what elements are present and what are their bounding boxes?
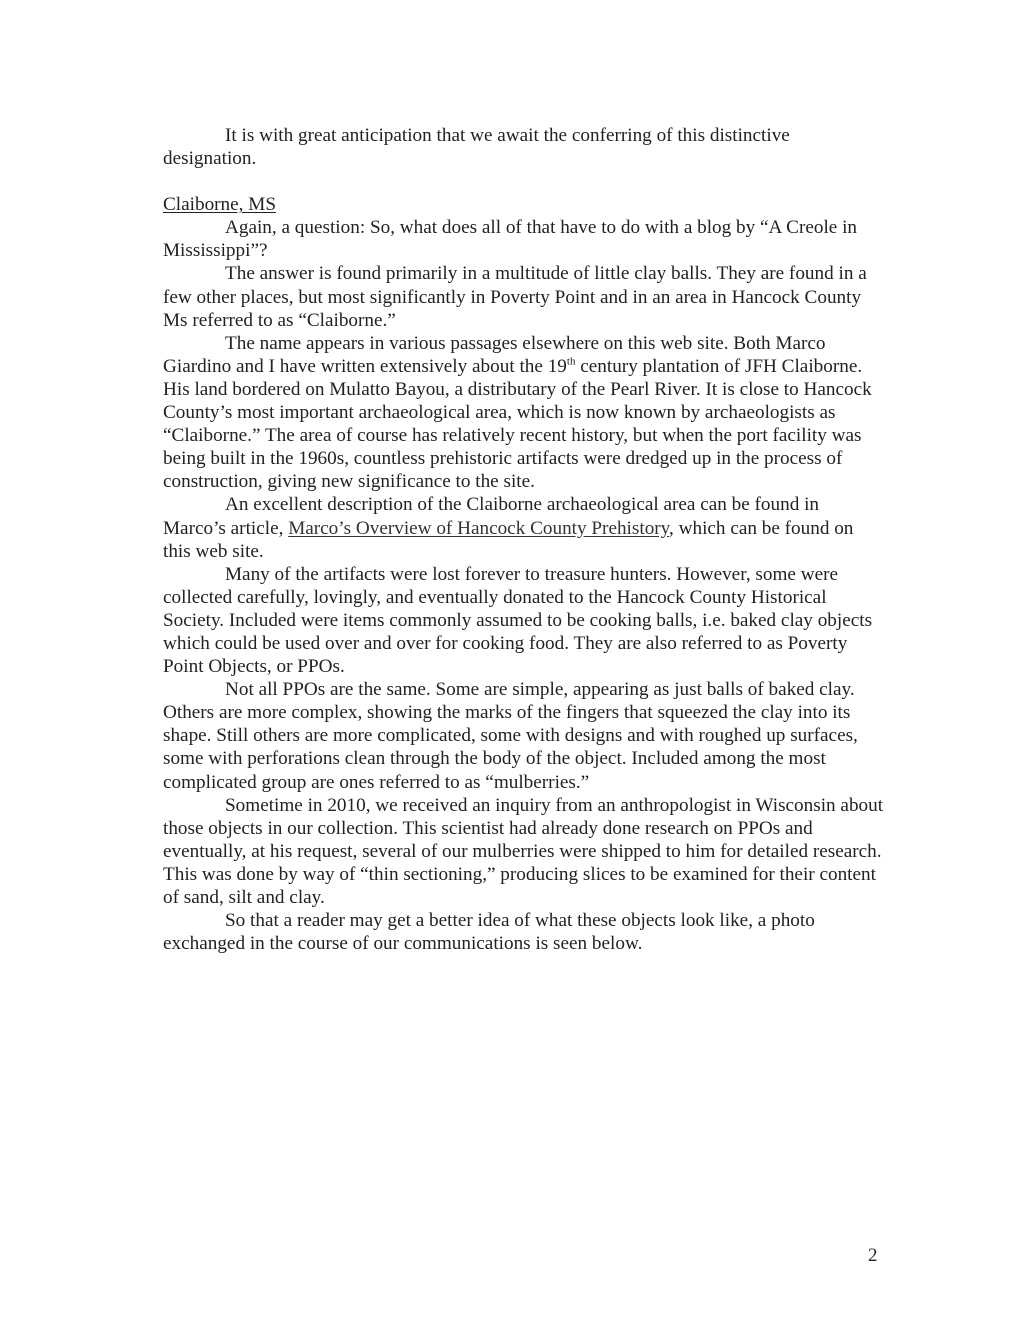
intro-paragraph: It is with great anticipation that we await the conferring of this distinctive designation. (163, 125, 790, 170)
paragraph-description-text-2: , which can be found on this web site. (163, 517, 854, 562)
paragraph-question: Again, a question: So, what does all of that have to do with a blog by “A Creole in Mississippi”? (163, 217, 858, 262)
paragraph-inquiry: Sometime in 2010, we received an inquiry from an anthropologist in Wisconsin about those objects in our collection. This scientist had already done research on PPOs and eventually, at his request, several of our mulberries were shipped to him for detailed research. This was done by way of “thin sectioning,” producing slices to be examined for their content of sand, silt and clay. (163, 794, 884, 908)
paragraph-photo-intro: So that a reader may get a better idea of what these objects look like, a photo exchanged in the course of our communications is seen below. (163, 910, 815, 955)
ordinal-superscript: th (566, 355, 576, 368)
paragraph-clay-balls: The answer is found primarily in a multitude of little clay balls. They are found in a few other places, but most significantly in Poverty Point and in an area in Hancock County Ms referred to as “Claiborne.” (163, 263, 867, 331)
paragraph-claiborne-name-text-1: The name appears in various passages elsewhere on this web site. Both Marco Giardino and I have written extensively about the 19 (163, 332, 826, 377)
paragraph-description-text-1: An excellent description of the Claiborne archaeological area can be found in Marco’s article, (163, 494, 820, 539)
page-number: 2 (868, 1245, 878, 1266)
paragraph-artifacts: Many of the artifacts were lost forever to treasure hunters. However, some were collected carefully, lovingly, and eventually donated to the Hancock County Historical Society. Included were items commonly assumed to be cooking balls, i.e. baked clay objects which could be used over and over for cooking food. They are also referred to as Poverty Point Objects, or PPOs. (163, 563, 873, 678)
overview-article-link[interactable]: Marco’s Overview of Hancock County Prehistory (288, 517, 670, 539)
section-heading: Claiborne, MS (163, 194, 276, 216)
paragraph-claiborne-name (163, 332, 885, 494)
paragraph-claiborne-name-text-2: century plantation of JFH Claiborne. His land bordered on Mulatto Bayou, a distributary of the Pearl River. It is close to Hancock County’s most important archaeological area, which is now known by archaeologists as “Claiborne.” The area of course has relatively recent history, but when the port facility was being built in the 1960s, countless prehistoric artifacts were dredged up in the process of construction, giving new significance to the site. (163, 355, 872, 493)
document-body (163, 124, 885, 955)
paragraph-ppo-types: Not all PPOs are the same. Some are simple, appearing as just balls of baked clay. Others are more complex, showing the marks of the fingers that squeezed the clay into its shape. Still others are more complicated, some with designs and with roughed up surfaces, some with perforations clean through the body of the object. Included among the most complicated group are ones referred to as “mulberries.” (163, 679, 858, 793)
paragraph-description (163, 493, 885, 562)
paragraph-gap (163, 170, 885, 193)
